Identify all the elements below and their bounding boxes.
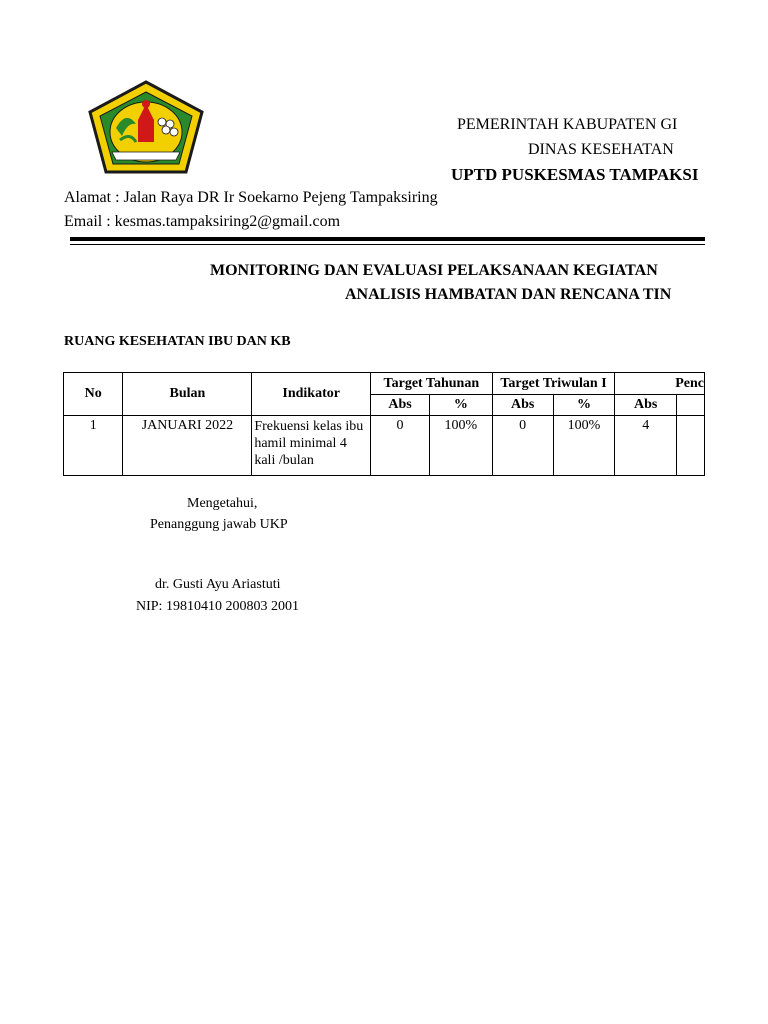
letterhead-agency: DINAS KESEHATAN <box>528 141 674 158</box>
regency-emblem-logo <box>86 80 206 176</box>
signature-role: Penanggung jawab UKP <box>150 517 288 532</box>
col-header-pencapaian: Penc <box>615 373 705 395</box>
col-header-indikator: Indikator <box>252 373 371 416</box>
col-header-tahunan-pct: % <box>430 395 493 416</box>
document-title-line1: MONITORING DAN EVALUASI PELAKSANAAN KEGIATAN <box>210 262 658 279</box>
col-header-target-triwulan: Target Triwulan I <box>492 373 615 395</box>
signature-nip: NIP: 19810410 200803 2001 <box>136 599 299 614</box>
cell-indikator: Frekuensi kelas ibu hamil minimal 4 kali /bulan <box>252 416 371 476</box>
cell-tahunan-pct: 100% <box>430 416 493 476</box>
col-header-bulan: Bulan <box>123 373 252 416</box>
cell-triwulan-pct: 100% <box>553 416 615 476</box>
cell-pencapaian-abs: 4 <box>615 416 677 476</box>
col-header-triwulan-pct: % <box>553 395 615 416</box>
section-label: RUANG KESEHATAN IBU DAN KB <box>64 334 291 349</box>
cell-tahunan-abs: 0 <box>371 416 430 476</box>
cell-pencapaian-pct <box>677 416 705 476</box>
cell-no: 1 <box>64 416 123 476</box>
document-title-line2: ANALISIS HAMBATAN DAN RENCANA TIN <box>345 286 672 303</box>
cell-triwulan-abs: 0 <box>492 416 553 476</box>
col-header-tahunan-abs: Abs <box>371 395 430 416</box>
letterhead-unit: UPTD PUSKESMAS TAMPAKSI <box>451 165 699 184</box>
letterhead-government: PEMERINTAH KABUPATEN GI <box>457 116 678 133</box>
monitoring-table <box>63 372 705 476</box>
col-header-no: No <box>64 373 123 416</box>
col-header-triwulan-abs: Abs <box>492 395 553 416</box>
letterhead-divider-thin <box>70 244 705 245</box>
email-line: Email : kesmas.tampaksiring2@gmail.com <box>64 213 341 230</box>
col-header-pencapaian-pct <box>677 395 705 416</box>
table-row <box>64 416 705 476</box>
col-header-target-tahunan: Target Tahunan <box>371 373 493 395</box>
signature-name: dr. Gusti Ayu Ariastuti <box>155 577 281 592</box>
letterhead-divider-thick <box>70 237 705 241</box>
address-line: Alamat : Jalan Raya DR Ir Soekarno Pejeng Tampaksiring <box>64 189 438 206</box>
col-header-pencapaian-abs: Abs <box>615 395 677 416</box>
signature-acknowledged: Mengetahui, <box>187 496 258 511</box>
cell-bulan: JANUARI 2022 <box>123 416 252 476</box>
